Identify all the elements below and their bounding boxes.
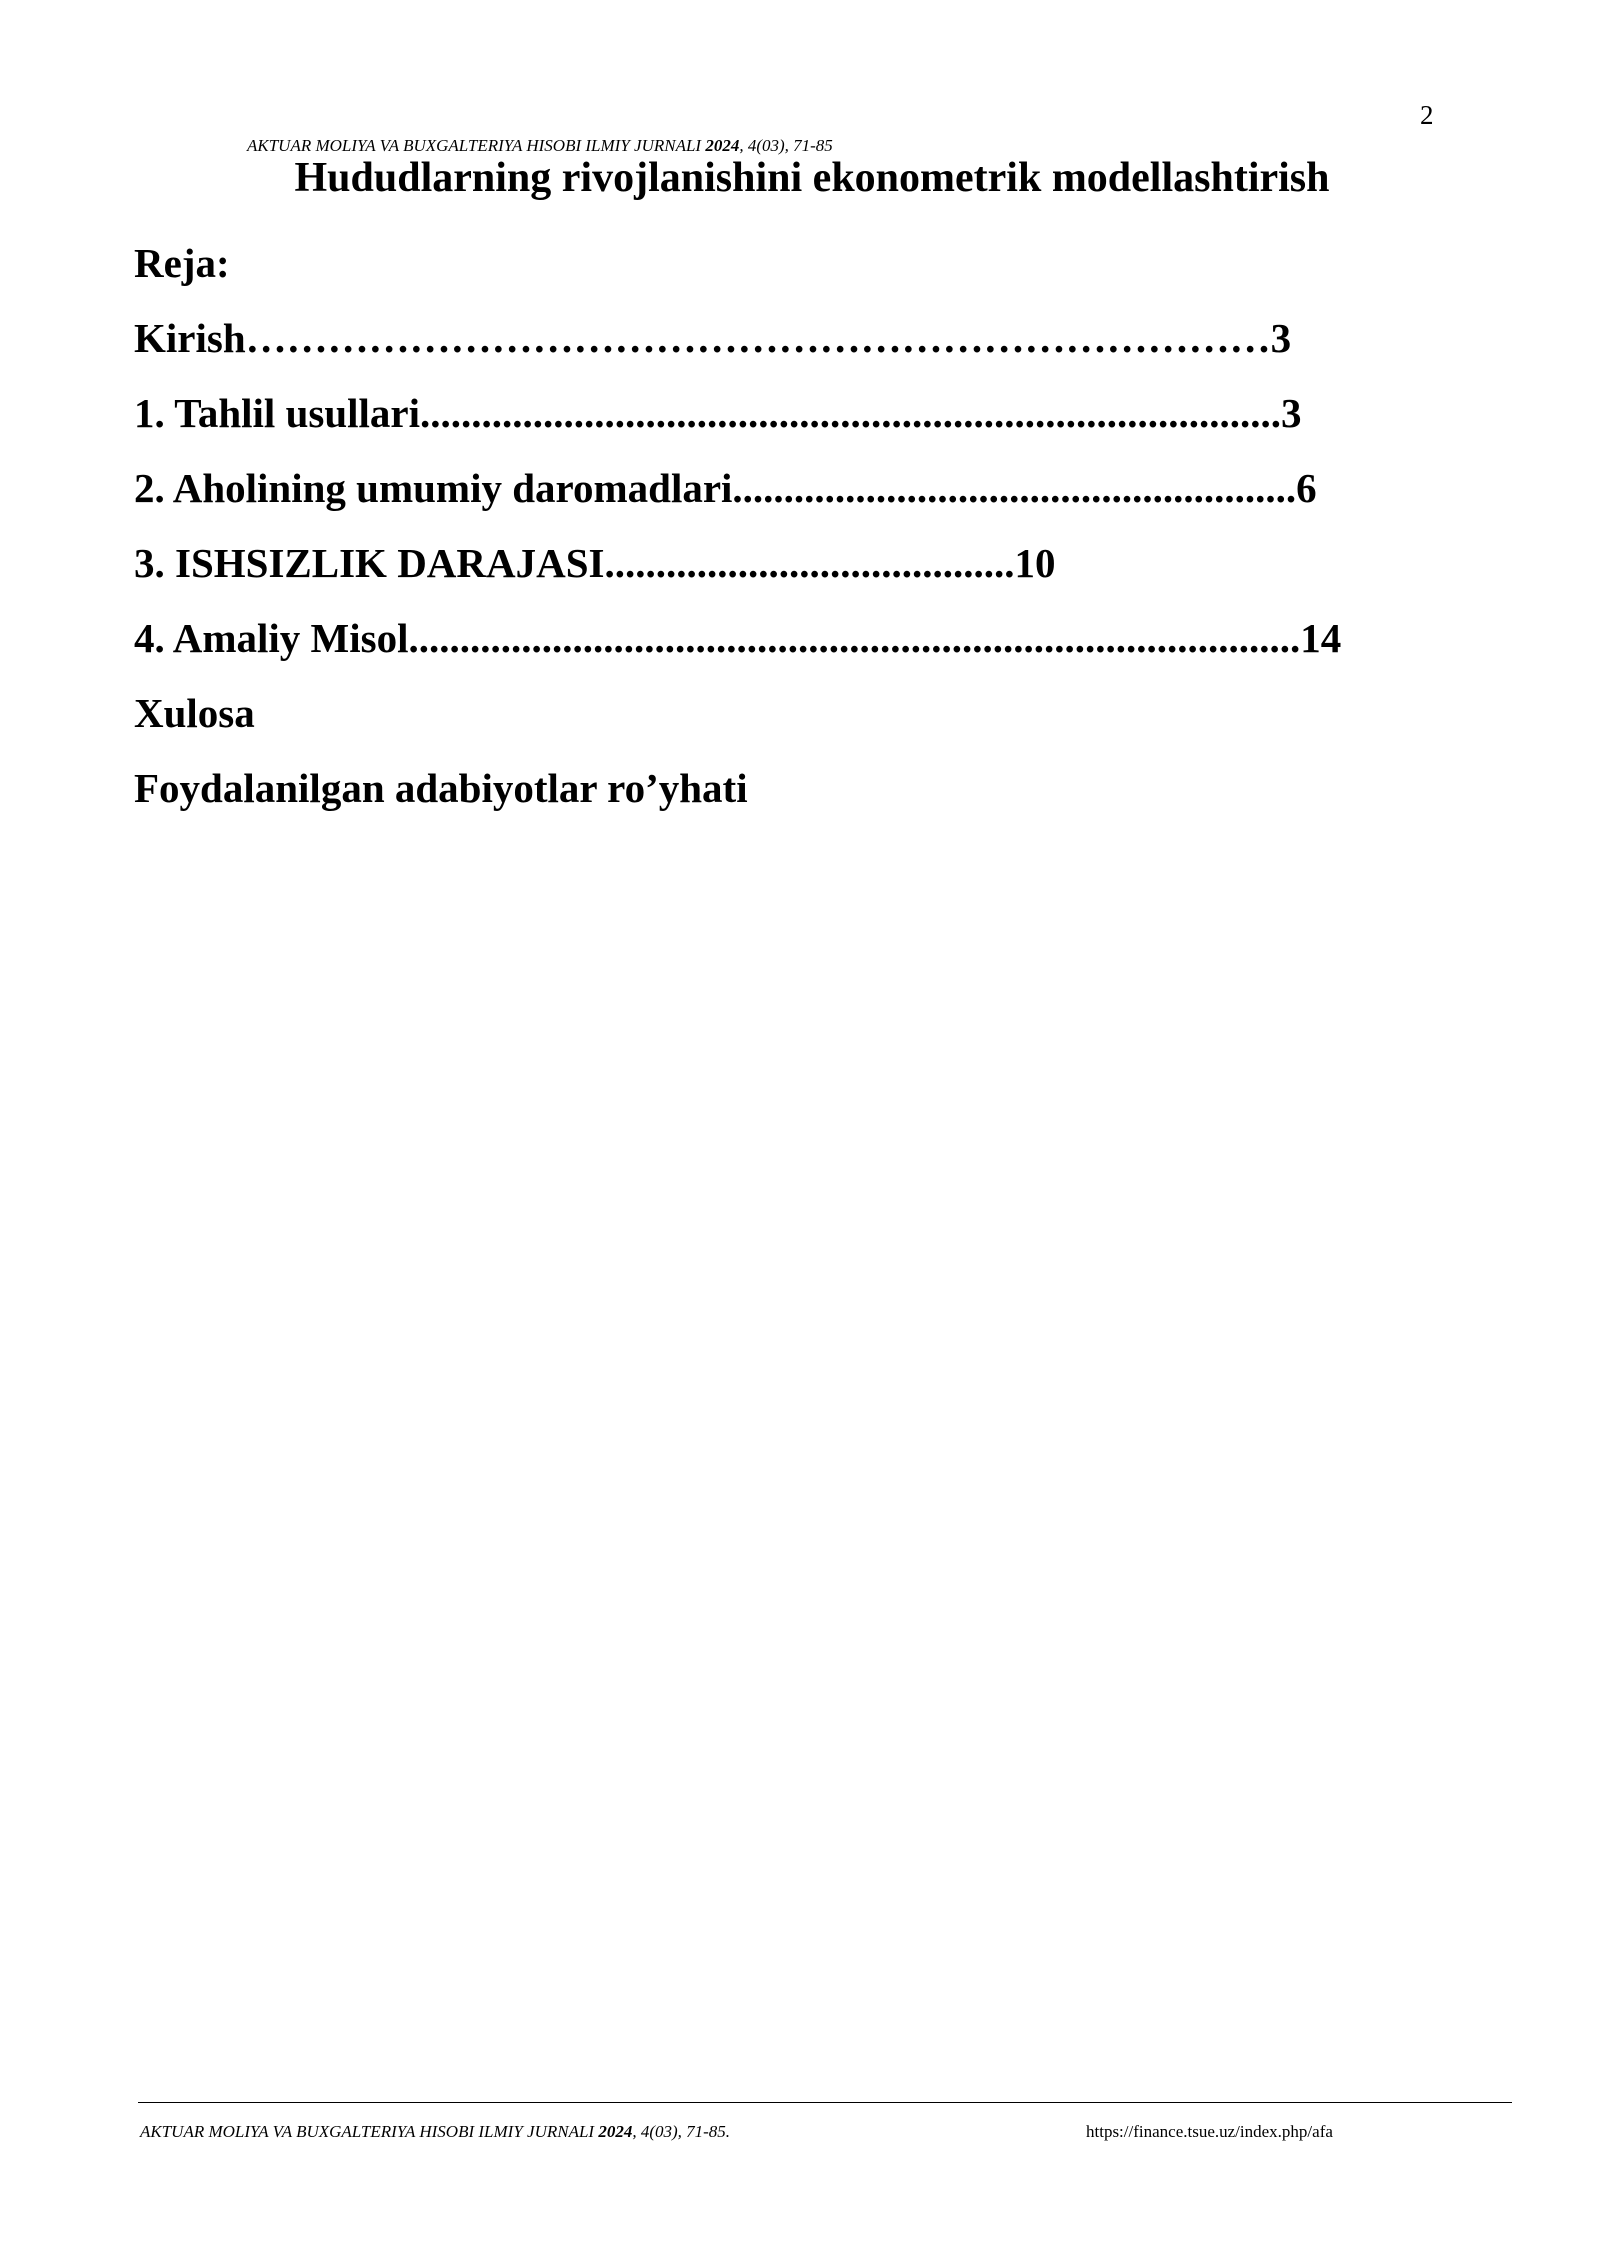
journal-header-name: AKTUAR MOLIYA VA BUXGALTERIYA HISOBI ILMIY JURNALI xyxy=(247,136,706,155)
table-of-contents xyxy=(134,226,1341,826)
footer-divider xyxy=(138,2102,1512,2103)
footer-journal-issue: , 4(03), 71-85. xyxy=(632,2122,731,2141)
toc-entry-ishsizlik-darajasi: 3. ISHSIZLIK DARAJASI........................................10 xyxy=(134,540,1056,586)
footer-url: https://finance.tsue.uz/index.php/afa xyxy=(1086,2122,1333,2141)
toc-entry-tahlil-usullari: 1. Tahlil usullari....................................................................................3 xyxy=(134,390,1302,436)
journal-header xyxy=(247,136,833,156)
footer-journal xyxy=(140,2122,730,2142)
journal-header-year: 2024 xyxy=(705,136,740,155)
footer-journal-name: AKTUAR MOLIYA VA BUXGALTERIYA HISOBI ILMIY JURNALI xyxy=(140,2122,599,2141)
toc-heading: Reja: xyxy=(134,240,230,286)
journal-header-issue: , 4(03), 71-85 xyxy=(739,136,833,155)
toc-entry-xulosa: Xulosa xyxy=(134,690,255,736)
toc-entry-kirish: Kirish…………………………………………………………………3 xyxy=(134,315,1292,361)
document-title: Hududlarning rivojlanishini ekonometrik modellashtirish xyxy=(294,155,1330,201)
page-number: 2 xyxy=(1420,100,1434,130)
footer-journal-year: 2024 xyxy=(598,2122,633,2141)
toc-entry-aholining-daromadlari: 2. Aholining umumiy daromadlari.......................................................6 xyxy=(134,465,1317,511)
toc-entry-amaliy-misol: 4. Amaliy Misol.......................................................................................14 xyxy=(134,615,1342,661)
toc-entry-adabiyotlar: Foydalanilgan adabiyotlar ro’yhati xyxy=(134,765,748,811)
